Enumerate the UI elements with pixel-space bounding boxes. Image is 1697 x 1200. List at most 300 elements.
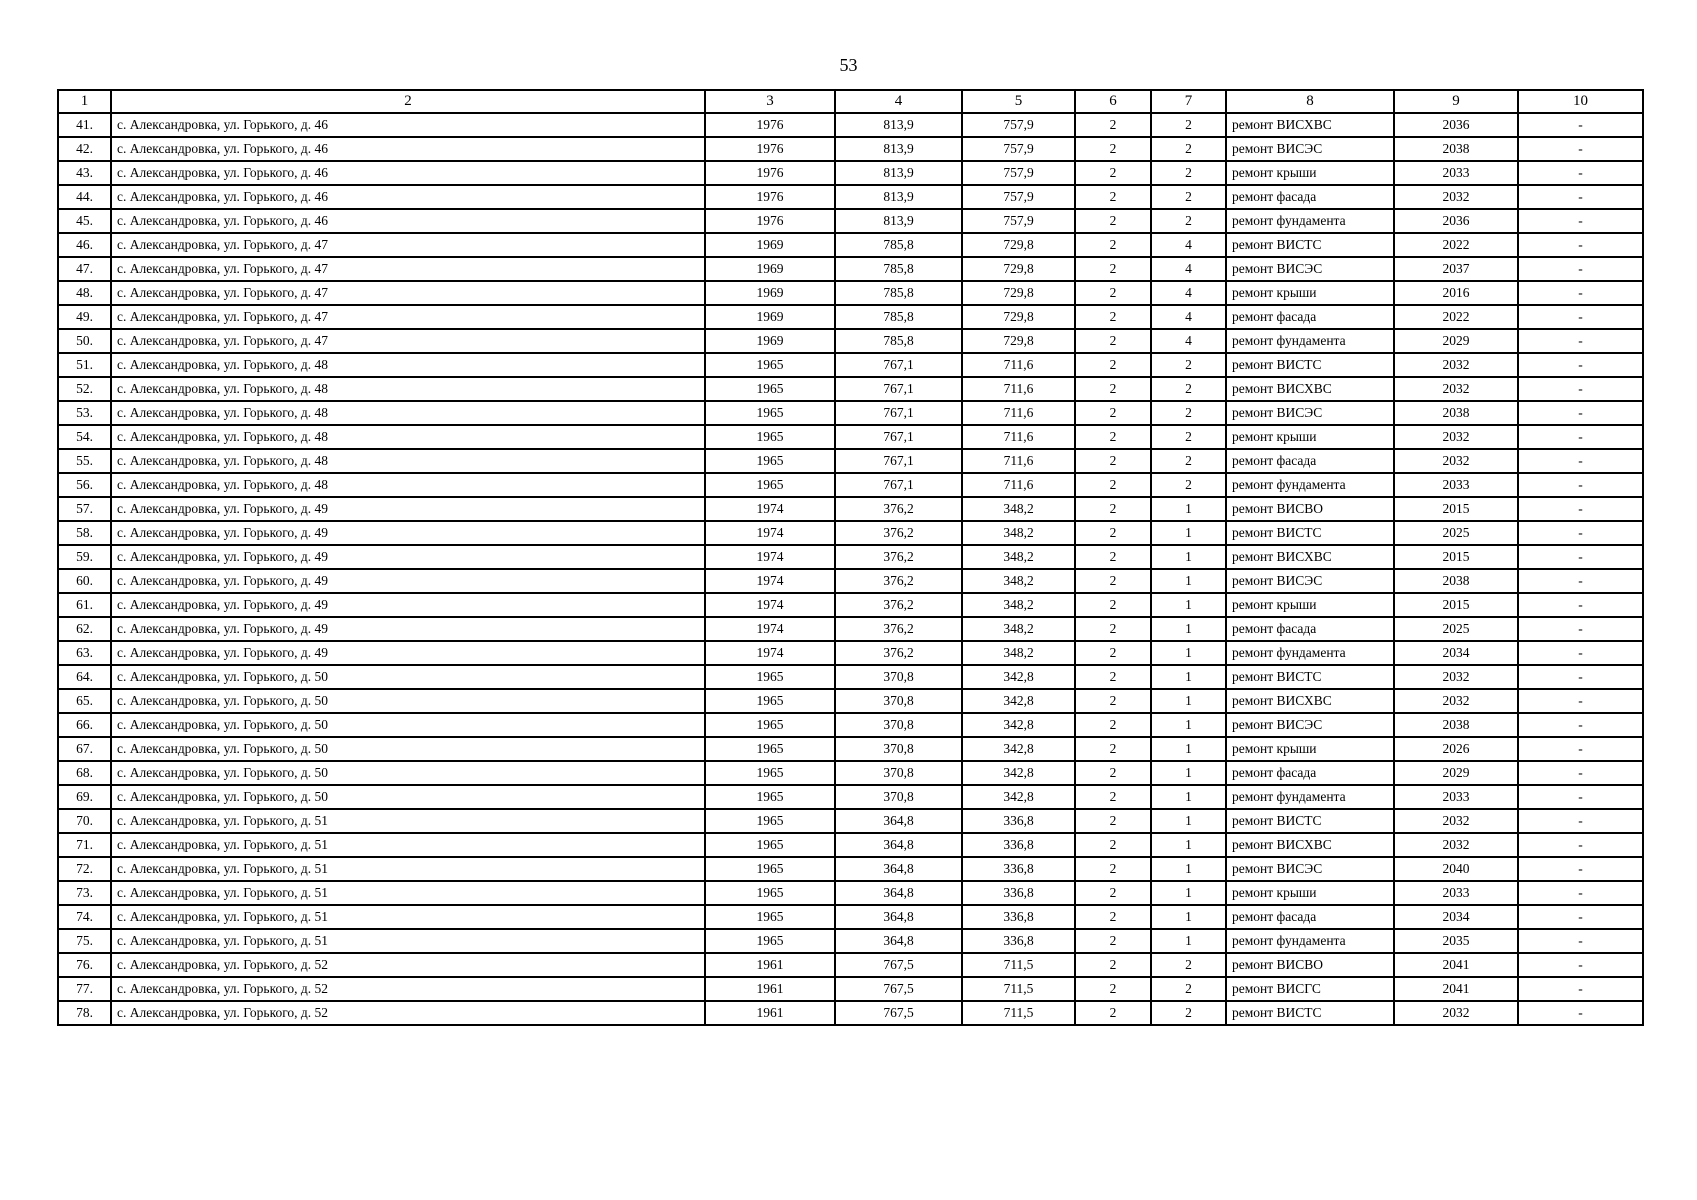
table-row <box>58 209 1643 233</box>
cell-address: с. Александровка, ул. Горького, д. 47 <box>111 281 705 305</box>
cell-work-type: ремонт крыши <box>1226 281 1394 305</box>
cell-row-number: 48. <box>58 281 111 305</box>
cell-floors: 2 <box>1075 689 1151 713</box>
cell-floors: 2 <box>1075 1001 1151 1025</box>
cell-address: с. Александровка, ул. Горького, д. 48 <box>111 353 705 377</box>
table-row <box>58 161 1643 185</box>
cell-total-area: 813,9 <box>835 113 962 137</box>
cell-entrances: 1 <box>1151 617 1226 641</box>
cell-total-area: 364,8 <box>835 833 962 857</box>
table-row <box>58 305 1643 329</box>
cell-planned-year: 2022 <box>1394 233 1518 257</box>
cell-total-area: 370,8 <box>835 785 962 809</box>
cell-work-type: ремонт ВИСВО <box>1226 953 1394 977</box>
cell-floors: 2 <box>1075 233 1151 257</box>
cell-row-number: 45. <box>58 209 111 233</box>
cell-entrances: 2 <box>1151 185 1226 209</box>
table-row <box>58 737 1643 761</box>
cell-row-number: 43. <box>58 161 111 185</box>
cell-living-area: 711,5 <box>962 1001 1075 1025</box>
cell-planned-year: 2038 <box>1394 569 1518 593</box>
capital-repair-table <box>57 89 1644 1026</box>
cell-year-built: 1965 <box>705 905 835 929</box>
cell-note: - <box>1518 185 1643 209</box>
cell-work-type: ремонт крыши <box>1226 593 1394 617</box>
cell-living-area: 711,5 <box>962 953 1075 977</box>
cell-entrances: 2 <box>1151 137 1226 161</box>
cell-year-built: 1965 <box>705 881 835 905</box>
cell-row-number: 46. <box>58 233 111 257</box>
cell-address: с. Александровка, ул. Горького, д. 51 <box>111 857 705 881</box>
cell-note: - <box>1518 881 1643 905</box>
cell-note: - <box>1518 521 1643 545</box>
cell-planned-year: 2032 <box>1394 449 1518 473</box>
cell-year-built: 1974 <box>705 593 835 617</box>
cell-entrances: 2 <box>1151 953 1226 977</box>
cell-total-area: 813,9 <box>835 137 962 161</box>
cell-address: с. Александровка, ул. Горького, д. 48 <box>111 449 705 473</box>
cell-work-type: ремонт ВИСВО <box>1226 497 1394 521</box>
cell-total-area: 767,1 <box>835 377 962 401</box>
cell-living-area: 336,8 <box>962 905 1075 929</box>
cell-work-type: ремонт ВИСЭС <box>1226 401 1394 425</box>
cell-living-area: 348,2 <box>962 569 1075 593</box>
cell-work-type: ремонт ВИСЭС <box>1226 257 1394 281</box>
cell-address: с. Александровка, ул. Горького, д. 46 <box>111 137 705 161</box>
cell-total-area: 767,5 <box>835 977 962 1001</box>
cell-note: - <box>1518 233 1643 257</box>
cell-address: с. Александровка, ул. Горького, д. 49 <box>111 593 705 617</box>
cell-address: с. Александровка, ул. Горького, д. 47 <box>111 329 705 353</box>
cell-floors: 2 <box>1075 473 1151 497</box>
cell-floors: 2 <box>1075 713 1151 737</box>
cell-floors: 2 <box>1075 281 1151 305</box>
cell-entrances: 1 <box>1151 665 1226 689</box>
table-row <box>58 569 1643 593</box>
cell-work-type: ремонт фасада <box>1226 905 1394 929</box>
cell-work-type: ремонт ВИСХВС <box>1226 545 1394 569</box>
cell-planned-year: 2032 <box>1394 1001 1518 1025</box>
cell-living-area: 711,6 <box>962 401 1075 425</box>
cell-floors: 2 <box>1075 305 1151 329</box>
cell-entrances: 2 <box>1151 353 1226 377</box>
cell-living-area: 336,8 <box>962 929 1075 953</box>
cell-entrances: 2 <box>1151 113 1226 137</box>
table-row <box>58 641 1643 665</box>
cell-living-area: 757,9 <box>962 113 1075 137</box>
cell-address: с. Александровка, ул. Горького, д. 49 <box>111 641 705 665</box>
cell-note: - <box>1518 473 1643 497</box>
cell-planned-year: 2025 <box>1394 521 1518 545</box>
cell-living-area: 729,8 <box>962 329 1075 353</box>
cell-work-type: ремонт ВИСТС <box>1226 521 1394 545</box>
cell-note: - <box>1518 353 1643 377</box>
table-row <box>58 785 1643 809</box>
cell-planned-year: 2032 <box>1394 689 1518 713</box>
cell-year-built: 1974 <box>705 521 835 545</box>
cell-floors: 2 <box>1075 593 1151 617</box>
cell-entrances: 1 <box>1151 641 1226 665</box>
cell-work-type: ремонт ВИСЭС <box>1226 857 1394 881</box>
cell-note: - <box>1518 449 1643 473</box>
cell-year-built: 1965 <box>705 857 835 881</box>
cell-row-number: 47. <box>58 257 111 281</box>
cell-living-area: 342,8 <box>962 761 1075 785</box>
cell-entrances: 1 <box>1151 689 1226 713</box>
cell-year-built: 1965 <box>705 809 835 833</box>
cell-year-built: 1965 <box>705 929 835 953</box>
cell-living-area: 711,6 <box>962 425 1075 449</box>
cell-total-area: 813,9 <box>835 185 962 209</box>
cell-living-area: 348,2 <box>962 545 1075 569</box>
cell-row-number: 75. <box>58 929 111 953</box>
cell-total-area: 376,2 <box>835 569 962 593</box>
cell-planned-year: 2016 <box>1394 281 1518 305</box>
cell-row-number: 58. <box>58 521 111 545</box>
cell-row-number: 62. <box>58 617 111 641</box>
cell-total-area: 376,2 <box>835 617 962 641</box>
cell-total-area: 767,1 <box>835 401 962 425</box>
cell-work-type: ремонт ВИСТС <box>1226 1001 1394 1025</box>
table-row <box>58 137 1643 161</box>
cell-row-number: 53. <box>58 401 111 425</box>
cell-year-built: 1974 <box>705 617 835 641</box>
cell-entrances: 1 <box>1151 761 1226 785</box>
cell-total-area: 785,8 <box>835 329 962 353</box>
cell-address: с. Александровка, ул. Горького, д. 50 <box>111 785 705 809</box>
cell-floors: 2 <box>1075 809 1151 833</box>
cell-total-area: 767,1 <box>835 425 962 449</box>
cell-address: с. Александровка, ул. Горького, д. 50 <box>111 689 705 713</box>
cell-address: с. Александровка, ул. Горького, д. 46 <box>111 185 705 209</box>
cell-year-built: 1974 <box>705 497 835 521</box>
cell-note: - <box>1518 569 1643 593</box>
cell-floors: 2 <box>1075 353 1151 377</box>
cell-floors: 2 <box>1075 665 1151 689</box>
cell-living-area: 711,6 <box>962 353 1075 377</box>
cell-living-area: 757,9 <box>962 209 1075 233</box>
cell-total-area: 376,2 <box>835 521 962 545</box>
cell-planned-year: 2037 <box>1394 257 1518 281</box>
cell-floors: 2 <box>1075 161 1151 185</box>
cell-entrances: 1 <box>1151 785 1226 809</box>
cell-total-area: 785,8 <box>835 305 962 329</box>
cell-living-area: 348,2 <box>962 521 1075 545</box>
table-row <box>58 353 1643 377</box>
table-row <box>58 857 1643 881</box>
cell-note: - <box>1518 929 1643 953</box>
table-row <box>58 401 1643 425</box>
cell-work-type: ремонт фасада <box>1226 185 1394 209</box>
cell-planned-year: 2033 <box>1394 473 1518 497</box>
cell-planned-year: 2038 <box>1394 713 1518 737</box>
cell-note: - <box>1518 737 1643 761</box>
cell-living-area: 336,8 <box>962 881 1075 905</box>
cell-planned-year: 2035 <box>1394 929 1518 953</box>
cell-row-number: 50. <box>58 329 111 353</box>
column-header-5: 5 <box>962 90 1075 113</box>
cell-work-type: ремонт ВИСЭС <box>1226 137 1394 161</box>
cell-year-built: 1965 <box>705 665 835 689</box>
cell-address: с. Александровка, ул. Горького, д. 51 <box>111 929 705 953</box>
cell-floors: 2 <box>1075 641 1151 665</box>
table-row <box>58 497 1643 521</box>
cell-year-built: 1976 <box>705 209 835 233</box>
cell-note: - <box>1518 761 1643 785</box>
cell-total-area: 370,8 <box>835 665 962 689</box>
cell-address: с. Александровка, ул. Горького, д. 47 <box>111 305 705 329</box>
cell-work-type: ремонт фасада <box>1226 761 1394 785</box>
cell-work-type: ремонт ВИСХВС <box>1226 113 1394 137</box>
cell-planned-year: 2036 <box>1394 113 1518 137</box>
cell-address: с. Александровка, ул. Горького, д. 49 <box>111 521 705 545</box>
cell-address: с. Александровка, ул. Горького, д. 46 <box>111 113 705 137</box>
cell-total-area: 364,8 <box>835 857 962 881</box>
cell-living-area: 342,8 <box>962 713 1075 737</box>
cell-address: с. Александровка, ул. Горького, д. 52 <box>111 953 705 977</box>
cell-note: - <box>1518 809 1643 833</box>
cell-entrances: 1 <box>1151 833 1226 857</box>
cell-year-built: 1969 <box>705 257 835 281</box>
cell-address: с. Александровка, ул. Горького, д. 51 <box>111 809 705 833</box>
cell-note: - <box>1518 497 1643 521</box>
cell-note: - <box>1518 593 1643 617</box>
cell-planned-year: 2038 <box>1394 137 1518 161</box>
cell-entrances: 4 <box>1151 329 1226 353</box>
cell-year-built: 1965 <box>705 401 835 425</box>
cell-planned-year: 2041 <box>1394 977 1518 1001</box>
table-row <box>58 233 1643 257</box>
cell-year-built: 1965 <box>705 473 835 497</box>
cell-total-area: 813,9 <box>835 161 962 185</box>
cell-living-area: 336,8 <box>962 833 1075 857</box>
cell-work-type: ремонт ВИСТС <box>1226 353 1394 377</box>
cell-total-area: 364,8 <box>835 809 962 833</box>
cell-floors: 2 <box>1075 185 1151 209</box>
cell-address: с. Александровка, ул. Горького, д. 46 <box>111 161 705 185</box>
cell-planned-year: 2032 <box>1394 665 1518 689</box>
cell-living-area: 711,5 <box>962 977 1075 1001</box>
cell-living-area: 342,8 <box>962 785 1075 809</box>
cell-planned-year: 2033 <box>1394 881 1518 905</box>
cell-floors: 2 <box>1075 905 1151 929</box>
cell-address: с. Александровка, ул. Горького, д. 48 <box>111 473 705 497</box>
cell-note: - <box>1518 281 1643 305</box>
cell-row-number: 71. <box>58 833 111 857</box>
column-header-1: 1 <box>58 90 111 113</box>
column-header-8: 8 <box>1226 90 1394 113</box>
cell-work-type: ремонт ВИСХВС <box>1226 689 1394 713</box>
cell-total-area: 767,1 <box>835 449 962 473</box>
cell-work-type: ремонт фундамента <box>1226 929 1394 953</box>
cell-note: - <box>1518 329 1643 353</box>
cell-floors: 2 <box>1075 545 1151 569</box>
cell-row-number: 57. <box>58 497 111 521</box>
cell-planned-year: 2032 <box>1394 353 1518 377</box>
cell-living-area: 342,8 <box>962 665 1075 689</box>
cell-floors: 2 <box>1075 377 1151 401</box>
cell-row-number: 67. <box>58 737 111 761</box>
cell-planned-year: 2032 <box>1394 425 1518 449</box>
cell-work-type: ремонт крыши <box>1226 425 1394 449</box>
cell-entrances: 2 <box>1151 977 1226 1001</box>
cell-year-built: 1965 <box>705 425 835 449</box>
cell-year-built: 1969 <box>705 305 835 329</box>
cell-work-type: ремонт ВИСТС <box>1226 665 1394 689</box>
cell-total-area: 785,8 <box>835 233 962 257</box>
cell-address: с. Александровка, ул. Горького, д. 52 <box>111 977 705 1001</box>
cell-floors: 2 <box>1075 977 1151 1001</box>
cell-living-area: 711,6 <box>962 449 1075 473</box>
cell-address: с. Александровка, ул. Горького, д. 50 <box>111 737 705 761</box>
column-header-7: 7 <box>1151 90 1226 113</box>
table-row <box>58 425 1643 449</box>
cell-planned-year: 2033 <box>1394 161 1518 185</box>
cell-year-built: 1961 <box>705 977 835 1001</box>
cell-planned-year: 2034 <box>1394 641 1518 665</box>
cell-work-type: ремонт ВИСХВС <box>1226 833 1394 857</box>
cell-year-built: 1965 <box>705 761 835 785</box>
column-header-2: 2 <box>111 90 705 113</box>
cell-entrances: 1 <box>1151 521 1226 545</box>
cell-address: с. Александровка, ул. Горького, д. 51 <box>111 905 705 929</box>
cell-planned-year: 2022 <box>1394 305 1518 329</box>
cell-note: - <box>1518 113 1643 137</box>
cell-year-built: 1976 <box>705 113 835 137</box>
column-header-6: 6 <box>1075 90 1151 113</box>
cell-row-number: 55. <box>58 449 111 473</box>
cell-year-built: 1961 <box>705 953 835 977</box>
cell-floors: 2 <box>1075 857 1151 881</box>
cell-work-type: ремонт ВИСЭС <box>1226 713 1394 737</box>
cell-note: - <box>1518 785 1643 809</box>
cell-row-number: 56. <box>58 473 111 497</box>
cell-note: - <box>1518 1001 1643 1025</box>
cell-planned-year: 2015 <box>1394 497 1518 521</box>
cell-living-area: 757,9 <box>962 161 1075 185</box>
cell-planned-year: 2040 <box>1394 857 1518 881</box>
cell-year-built: 1969 <box>705 281 835 305</box>
cell-note: - <box>1518 377 1643 401</box>
cell-entrances: 2 <box>1151 449 1226 473</box>
cell-floors: 2 <box>1075 617 1151 641</box>
cell-floors: 2 <box>1075 833 1151 857</box>
cell-note: - <box>1518 833 1643 857</box>
cell-note: - <box>1518 689 1643 713</box>
cell-note: - <box>1518 905 1643 929</box>
cell-living-area: 757,9 <box>962 137 1075 161</box>
cell-floors: 2 <box>1075 113 1151 137</box>
cell-row-number: 63. <box>58 641 111 665</box>
cell-row-number: 64. <box>58 665 111 689</box>
cell-work-type: ремонт фундамента <box>1226 329 1394 353</box>
cell-address: с. Александровка, ул. Горького, д. 52 <box>111 1001 705 1025</box>
cell-row-number: 42. <box>58 137 111 161</box>
cell-row-number: 60. <box>58 569 111 593</box>
cell-year-built: 1976 <box>705 161 835 185</box>
cell-address: с. Александровка, ул. Горького, д. 48 <box>111 401 705 425</box>
cell-living-area: 348,2 <box>962 617 1075 641</box>
cell-planned-year: 2038 <box>1394 401 1518 425</box>
cell-living-area: 336,8 <box>962 809 1075 833</box>
cell-planned-year: 2026 <box>1394 737 1518 761</box>
cell-year-built: 1965 <box>705 377 835 401</box>
cell-row-number: 44. <box>58 185 111 209</box>
table-row <box>58 713 1643 737</box>
table-row <box>58 929 1643 953</box>
cell-entrances: 2 <box>1151 1001 1226 1025</box>
cell-year-built: 1965 <box>705 689 835 713</box>
cell-work-type: ремонт ВИСГС <box>1226 977 1394 1001</box>
table-row <box>58 881 1643 905</box>
cell-entrances: 1 <box>1151 737 1226 761</box>
cell-living-area: 729,8 <box>962 281 1075 305</box>
cell-total-area: 813,9 <box>835 209 962 233</box>
column-header-10: 10 <box>1518 90 1643 113</box>
cell-row-number: 68. <box>58 761 111 785</box>
cell-total-area: 376,2 <box>835 545 962 569</box>
cell-note: - <box>1518 857 1643 881</box>
cell-entrances: 1 <box>1151 809 1226 833</box>
cell-address: с. Александровка, ул. Горького, д. 49 <box>111 617 705 641</box>
cell-floors: 2 <box>1075 761 1151 785</box>
cell-row-number: 74. <box>58 905 111 929</box>
cell-work-type: ремонт крыши <box>1226 881 1394 905</box>
cell-entrances: 1 <box>1151 905 1226 929</box>
cell-row-number: 66. <box>58 713 111 737</box>
cell-address: с. Александровка, ул. Горького, д. 50 <box>111 713 705 737</box>
cell-note: - <box>1518 665 1643 689</box>
cell-address: с. Александровка, ул. Горького, д. 49 <box>111 545 705 569</box>
cell-year-built: 1961 <box>705 1001 835 1025</box>
table-row <box>58 953 1643 977</box>
cell-planned-year: 2034 <box>1394 905 1518 929</box>
cell-work-type: ремонт ВИСХВС <box>1226 377 1394 401</box>
table-row <box>58 833 1643 857</box>
cell-floors: 2 <box>1075 329 1151 353</box>
cell-floors: 2 <box>1075 401 1151 425</box>
cell-total-area: 767,5 <box>835 953 962 977</box>
cell-row-number: 76. <box>58 953 111 977</box>
cell-floors: 2 <box>1075 737 1151 761</box>
table-row <box>58 689 1643 713</box>
cell-note: - <box>1518 617 1643 641</box>
cell-entrances: 2 <box>1151 425 1226 449</box>
table-row <box>58 617 1643 641</box>
table-row <box>58 809 1643 833</box>
column-header-9: 9 <box>1394 90 1518 113</box>
table-row <box>58 545 1643 569</box>
cell-floors: 2 <box>1075 209 1151 233</box>
table-row <box>58 257 1643 281</box>
cell-address: с. Александровка, ул. Горького, д. 48 <box>111 377 705 401</box>
cell-total-area: 364,8 <box>835 881 962 905</box>
table-row <box>58 665 1643 689</box>
cell-row-number: 69. <box>58 785 111 809</box>
cell-entrances: 1 <box>1151 857 1226 881</box>
page-number: 53 <box>839 55 858 75</box>
cell-floors: 2 <box>1075 449 1151 473</box>
cell-address: с. Александровка, ул. Горького, д. 50 <box>111 665 705 689</box>
cell-address: с. Александровка, ул. Горького, д. 47 <box>111 233 705 257</box>
cell-note: - <box>1518 137 1643 161</box>
cell-row-number: 49. <box>58 305 111 329</box>
cell-row-number: 73. <box>58 881 111 905</box>
cell-floors: 2 <box>1075 521 1151 545</box>
cell-floors: 2 <box>1075 881 1151 905</box>
cell-floors: 2 <box>1075 569 1151 593</box>
cell-planned-year: 2032 <box>1394 185 1518 209</box>
